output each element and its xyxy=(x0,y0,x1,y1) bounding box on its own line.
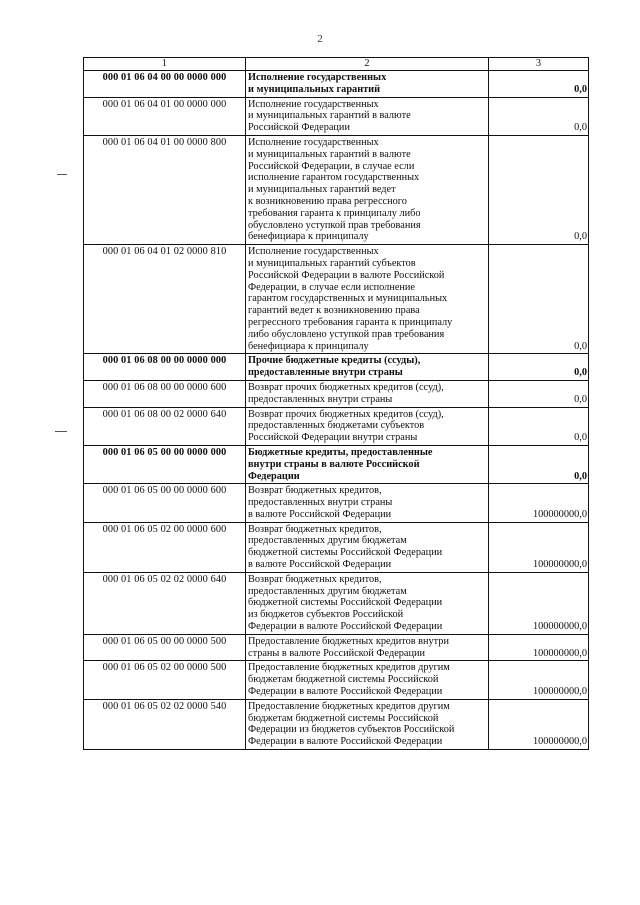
budget-code-cell: 000 01 06 05 00 00 0000 500 xyxy=(84,634,246,661)
page-number: 2 xyxy=(317,33,323,45)
amount-cell: 100000000,0 xyxy=(489,699,589,749)
scan-mark xyxy=(57,174,67,175)
scan-mark xyxy=(55,431,67,432)
table-body xyxy=(84,71,589,750)
description-cell: Возврат бюджетных кредитов, предоставленных другим бюджетам бюджетной системы Российской Федерации в валюте Российской Федерации xyxy=(246,522,489,572)
description-cell: Возврат прочих бюджетных кредитов (ссуд), предоставленных внутри страны xyxy=(246,380,489,407)
description-cell: Бюджетные кредиты, предоставленные внутри страны в валюте Российской Федерации xyxy=(246,445,489,483)
amount-cell: 0,0 xyxy=(489,71,589,98)
table-row xyxy=(84,354,589,381)
budget-code-cell: 000 01 06 08 00 00 0000 600 xyxy=(84,380,246,407)
amount-cell: 0,0 xyxy=(489,245,589,354)
description-cell: Исполнение государственных и муниципальных гарантий субъектов Российской Федерации в валюте Российской Федерации, в случае если исполнение гарантом государственных и муниципальных гарантий ведет к возникновению права регрессного требования гаранта к принципалу либо обусловлено уступкой прав требования бенефициара к принципалу xyxy=(246,245,489,354)
amount-cell: 0,0 xyxy=(489,445,589,483)
table-row xyxy=(84,380,589,407)
table-row xyxy=(84,699,589,749)
amount-cell: 100000000,0 xyxy=(489,634,589,661)
amount-cell: 100000000,0 xyxy=(489,572,589,634)
description-cell: Возврат бюджетных кредитов, предоставленных внутри страны в валюте Российской Федерации xyxy=(246,484,489,522)
description-cell: Предоставление бюджетных кредитов другим бюджетам бюджетной системы Российской Федерации в валюте Российской Федерации xyxy=(246,661,489,699)
table-row xyxy=(84,135,589,244)
budget-sources-table xyxy=(83,57,589,750)
budget-code-cell: 000 01 06 04 01 02 0000 810 xyxy=(84,245,246,354)
table-header-row xyxy=(84,58,589,71)
budget-code-cell: 000 01 06 05 00 00 0000 600 xyxy=(84,484,246,522)
description-cell: Предоставление бюджетных кредитов внутри страны в валюте Российской Федерации xyxy=(246,634,489,661)
budget-code-cell: 000 01 06 05 00 00 0000 000 xyxy=(84,445,246,483)
table-row xyxy=(84,245,589,354)
budget-code-cell: 000 01 06 05 02 02 0000 640 xyxy=(84,572,246,634)
budget-code-cell: 000 01 06 04 01 00 0000 800 xyxy=(84,135,246,244)
budget-code-cell: 000 01 06 05 02 02 0000 540 xyxy=(84,699,246,749)
table-row xyxy=(84,97,589,135)
description-cell: Предоставление бюджетных кредитов другим бюджетам бюджетной системы Российской Федерации из бюджетов субъектов Российской Федерации в валюте Российской Федерации xyxy=(246,699,489,749)
table-row xyxy=(84,634,589,661)
budget-code-cell: 000 01 06 08 00 00 0000 000 xyxy=(84,354,246,381)
table-row xyxy=(84,522,589,572)
table-row xyxy=(84,71,589,98)
column-header-name: 2 xyxy=(246,58,489,71)
description-cell: Исполнение государственных и муниципальных гарантий в валюте Российской Федерации, в случае если исполнение гарантом государственных и муниципальных гарантий ведет к возникновению права регрессного требования гаранта к принципалу либо обусловлено уступкой прав требования бенефициара к принципалу xyxy=(246,135,489,244)
table-row xyxy=(84,484,589,522)
amount-cell: 100000000,0 xyxy=(489,522,589,572)
amount-cell: 100000000,0 xyxy=(489,661,589,699)
amount-cell: 0,0 xyxy=(489,97,589,135)
description-cell: Возврат прочих бюджетных кредитов (ссуд), предоставленных бюджетами субъектов Российской Федерации внутри страны xyxy=(246,407,489,445)
column-header-amount: 3 xyxy=(489,58,589,71)
description-cell: Исполнение государственных и муниципальных гарантий xyxy=(246,71,489,98)
amount-cell: 0,0 xyxy=(489,354,589,381)
amount-cell: 0,0 xyxy=(489,380,589,407)
description-cell: Возврат бюджетных кредитов, предоставленных другим бюджетам бюджетной системы Российской Федерации из бюджетов субъектов Российской Федерации в валюте Российской Федерации xyxy=(246,572,489,634)
budget-code-cell: 000 01 06 04 01 00 0000 000 xyxy=(84,97,246,135)
amount-cell: 0,0 xyxy=(489,135,589,244)
budget-code-cell: 000 01 06 05 02 00 0000 500 xyxy=(84,661,246,699)
table-row xyxy=(84,572,589,634)
description-cell: Исполнение государственных и муниципальных гарантий в валюте Российской Федерации xyxy=(246,97,489,135)
budget-code-cell: 000 01 06 08 00 02 0000 640 xyxy=(84,407,246,445)
amount-cell: 100000000,0 xyxy=(489,484,589,522)
amount-cell: 0,0 xyxy=(489,407,589,445)
table-row xyxy=(84,407,589,445)
budget-code-cell: 000 01 06 05 02 00 0000 600 xyxy=(84,522,246,572)
table-row xyxy=(84,661,589,699)
column-header-code: 1 xyxy=(84,58,246,71)
description-cell: Прочие бюджетные кредиты (ссуды), предоставленные внутри страны xyxy=(246,354,489,381)
budget-code-cell: 000 01 06 04 00 00 0000 000 xyxy=(84,71,246,98)
table-row xyxy=(84,445,589,483)
